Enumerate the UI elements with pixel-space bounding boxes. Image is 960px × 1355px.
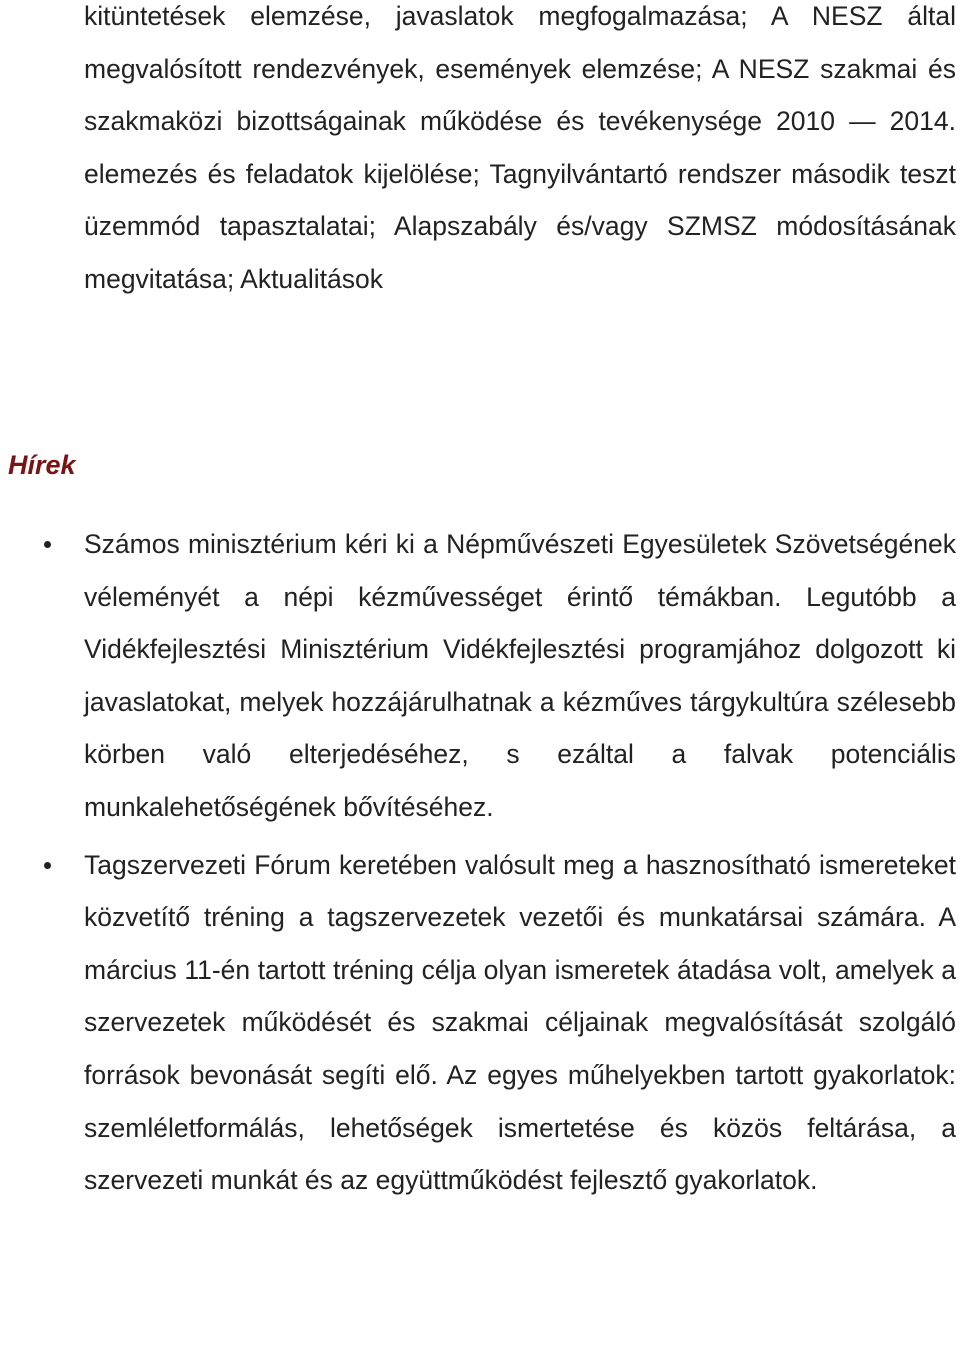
bullet-icon — [44, 862, 51, 869]
news-item — [84, 518, 956, 834]
news-item — [84, 839, 956, 1207]
bullet-icon — [44, 541, 51, 548]
news-item-text: Tagszervezeti Fórum keretében valósult meg a hasznosítható ismereteket közvetítő tréning a tagszervezetek vezetői és munkatársai számára. A március 11-én tartott tréning célja olyan ismeretek átadása volt, amelyek a szervezetek működését és szakmai céljainak megvalósítását szolgáló források bevonását segíti elő. Az egyes műhelyekben tartott gyakorlatok: szemléletformálás, lehetőségek ismertetése és közös feltárása, a szervezeti munkát és az együttműködést fejlesztő gyakorlatok. — [84, 849, 956, 1196]
intro-paragraph: kitüntetések elemzése, javaslatok megfogalmazása; A NESZ által megvalósított rendezvények, események elemzése; A NESZ szakmai és szakmaközi bizottságainak működése és tevékenysége 2010 — 2014. elemezés és feladatok kijelölése; Tagnyilvántartó rendszer második teszt üzemmód tapasztalatai; Alapszabály és/vagy SZMSZ módosításának megvitatása; Aktualitások — [84, 1, 956, 294]
news-item-text: Számos minisztérium kéri ki a Népművészeti Egyesületek Szövetségének véleményét a népi kézművességet érintő témákban. Legutóbb a Vidékfejlesztési Minisztérium Vidékfejlesztési programjához dolgozott ki javaslatokat, melyek hozzájárulhatnak a kézműves tárgykultúra szélesebb körben való elterjedéséhez, s ezáltal a falvak potenciális munkalehetőségének bővítéséhez. — [84, 529, 956, 822]
news-list — [84, 518, 956, 1212]
section-title-hirek: Hírek — [8, 450, 76, 480]
